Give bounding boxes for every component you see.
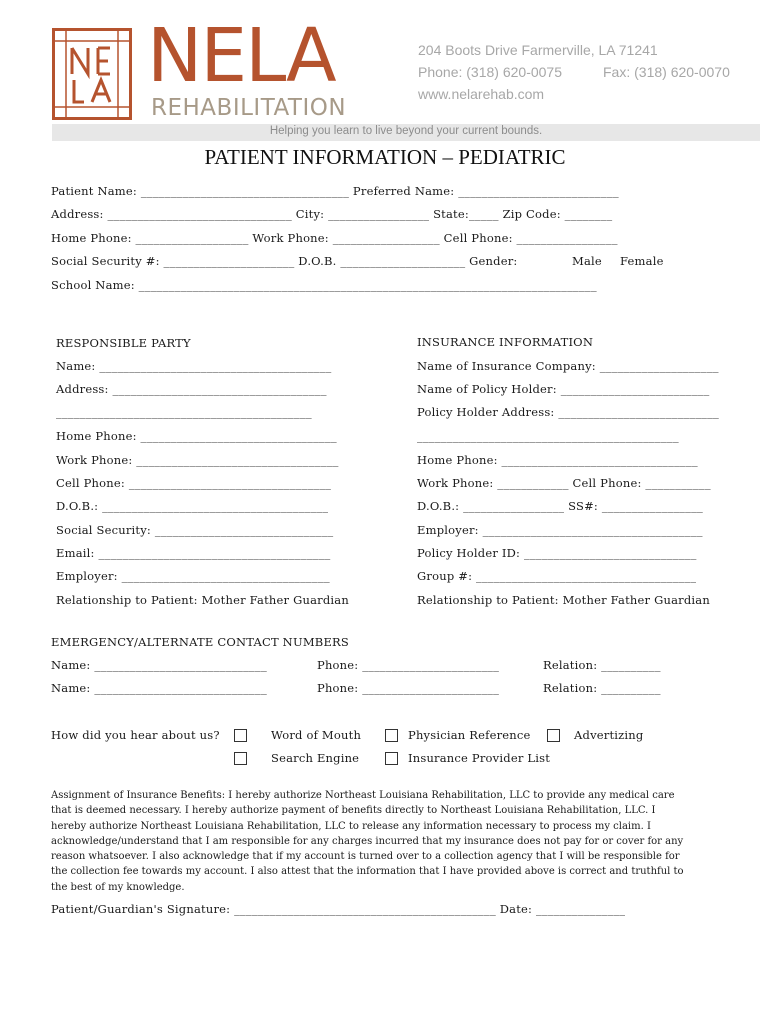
patient-name-line[interactable]: Patient Name: ___________________________________ Preferred Name: ___________________________ bbox=[51, 184, 619, 198]
gender-male-option[interactable]: Male bbox=[572, 254, 602, 268]
school-name-line[interactable]: School Name: _____________________________________________________________________________ bbox=[51, 278, 597, 292]
responsible-work-phone-field[interactable]: Work Phone: __________________________________ bbox=[56, 453, 339, 467]
responsible-relationship-field[interactable]: Relationship to Patient: Mother Father Guardian bbox=[56, 593, 349, 607]
responsible-email-field[interactable]: Email: _______________________________________ bbox=[56, 546, 331, 560]
advertizing-label: Advertizing bbox=[574, 728, 644, 742]
insurance-dob-ssn-field[interactable]: D.O.B.: _________________ SS#: _________________ bbox=[417, 499, 703, 513]
search-engine-checkbox[interactable] bbox=[234, 752, 247, 765]
assignment-of-benefits-text: Assignment of Insurance Benefits: I hereby authorize Northeast Louisiana Rehabilitation, LLC to provide any medical care that is deemed necessary. I hereby authorize payment of benefits directly to Northeast Louisiana Rehabilitation, LLC. I hereby authorize Northeast Louisiana Rehabilitation, LLC to release any information necessary to process my claim. I acknowledge/understand that I am responsible for any charges incurred that my insurance does not pay for or cover for any reason whatsoever. I also acknowledge that if my account is turned over to a collection agency that I will be responsible for the collection fee towards my account. I also attest that the information that I have provided above is correct and truthful to the best of my knowledge. bbox=[51, 790, 684, 893]
physician-reference-checkbox[interactable] bbox=[385, 729, 398, 742]
insurance-employer-field[interactable]: Employer: _____________________________________ bbox=[417, 523, 703, 537]
emergency-name-2[interactable]: Name: _____________________________ bbox=[51, 681, 267, 695]
insurance-provider-list-label: Insurance Provider List bbox=[408, 751, 551, 765]
insurance-relationship-field[interactable]: Relationship to Patient: Mother Father Guardian bbox=[417, 593, 710, 607]
brand-name: NELA bbox=[147, 13, 335, 99]
signature-date-line[interactable]: Patient/Guardian's Signature: ____________________________________________ Date: _______________ bbox=[51, 902, 626, 916]
tagline: Helping you learn to live beyond your current bounds. bbox=[269, 125, 543, 137]
physician-reference-label: Physician Reference bbox=[408, 728, 531, 742]
word-of-mouth-label: Word of Mouth bbox=[271, 728, 362, 742]
insurance-provider-list-checkbox[interactable] bbox=[385, 752, 398, 765]
search-engine-label: Search Engine bbox=[271, 751, 360, 765]
policy-holder-field[interactable]: Name of Policy Holder: _________________________ bbox=[417, 382, 710, 396]
clinic-fax: Fax: (318) 620-0070 bbox=[603, 64, 730, 80]
gender-female-option[interactable]: Female bbox=[620, 254, 664, 268]
responsible-party-heading: RESPONSIBLE PARTY bbox=[56, 336, 191, 350]
word-of-mouth-checkbox[interactable] bbox=[234, 729, 247, 742]
tagline-banner bbox=[52, 124, 760, 141]
policy-holder-address-field[interactable]: Policy Holder Address: ___________________________ bbox=[417, 405, 720, 419]
responsible-address-field[interactable]: Address: ____________________________________ bbox=[56, 382, 327, 396]
emergency-phone-2[interactable]: Phone: _______________________ bbox=[317, 681, 500, 695]
group-number-field[interactable]: Group #: _____________________________________ bbox=[417, 569, 697, 583]
insurance-company-field[interactable]: Name of Insurance Company: ____________________ bbox=[417, 359, 719, 373]
policy-holder-address-line2[interactable]: ____________________________________________ bbox=[417, 429, 679, 443]
brand-subtitle: REHABILITATION bbox=[151, 95, 347, 121]
responsible-address-line2[interactable]: ___________________________________________ bbox=[56, 405, 312, 419]
emergency-relation-1[interactable]: Relation: __________ bbox=[543, 658, 661, 672]
policy-holder-id-field[interactable]: Policy Holder ID: _____________________________ bbox=[417, 546, 697, 560]
emergency-phone-1[interactable]: Phone: _______________________ bbox=[317, 658, 500, 672]
responsible-cell-phone-field[interactable]: Cell Phone: __________________________________ bbox=[56, 476, 332, 490]
responsible-dob-field[interactable]: D.O.B.: ______________________________________ bbox=[56, 499, 329, 513]
advertizing-checkbox[interactable] bbox=[547, 729, 560, 742]
emergency-name-1[interactable]: Name: _____________________________ bbox=[51, 658, 267, 672]
patient-address-line[interactable]: Address: _______________________________ City: _________________ State:_____ Zip Code: ________ bbox=[51, 207, 613, 221]
insurance-home-phone-field[interactable]: Home Phone: _________________________________ bbox=[417, 453, 698, 467]
responsible-ssn-field[interactable]: Social Security: ______________________________ bbox=[56, 523, 334, 537]
insurance-work-cell-phone-field[interactable]: Work Phone: ____________ Cell Phone: ___________ bbox=[417, 476, 711, 490]
insurance-heading: INSURANCE INFORMATION bbox=[417, 335, 594, 349]
patient-ssn-dob-line[interactable]: Social Security #: ______________________ D.O.B. _____________________ Gender: bbox=[51, 254, 518, 268]
emergency-relation-2[interactable]: Relation: __________ bbox=[543, 681, 661, 695]
page-title: PATIENT INFORMATION – PEDIATRIC bbox=[204, 145, 566, 169]
logo-mark bbox=[52, 28, 132, 120]
clinic-website[interactable]: www.nelarehab.com bbox=[418, 86, 545, 102]
clinic-address: 204 Boots Drive Farmerville, LA 71241 bbox=[418, 42, 658, 58]
responsible-employer-field[interactable]: Employer: ___________________________________ bbox=[56, 569, 330, 583]
clinic-phone: Phone: (318) 620-0075 bbox=[418, 64, 562, 80]
emergency-heading: EMERGENCY/ALTERNATE CONTACT NUMBERS bbox=[51, 635, 349, 649]
patient-phone-line[interactable]: Home Phone: ___________________ Work Phone: __________________ Cell Phone: _________________ bbox=[51, 231, 618, 245]
referral-question: How did you hear about us? bbox=[51, 728, 220, 742]
responsible-name-field[interactable]: Name: _______________________________________ bbox=[56, 359, 332, 373]
responsible-home-phone-field[interactable]: Home Phone: _________________________________ bbox=[56, 429, 337, 443]
